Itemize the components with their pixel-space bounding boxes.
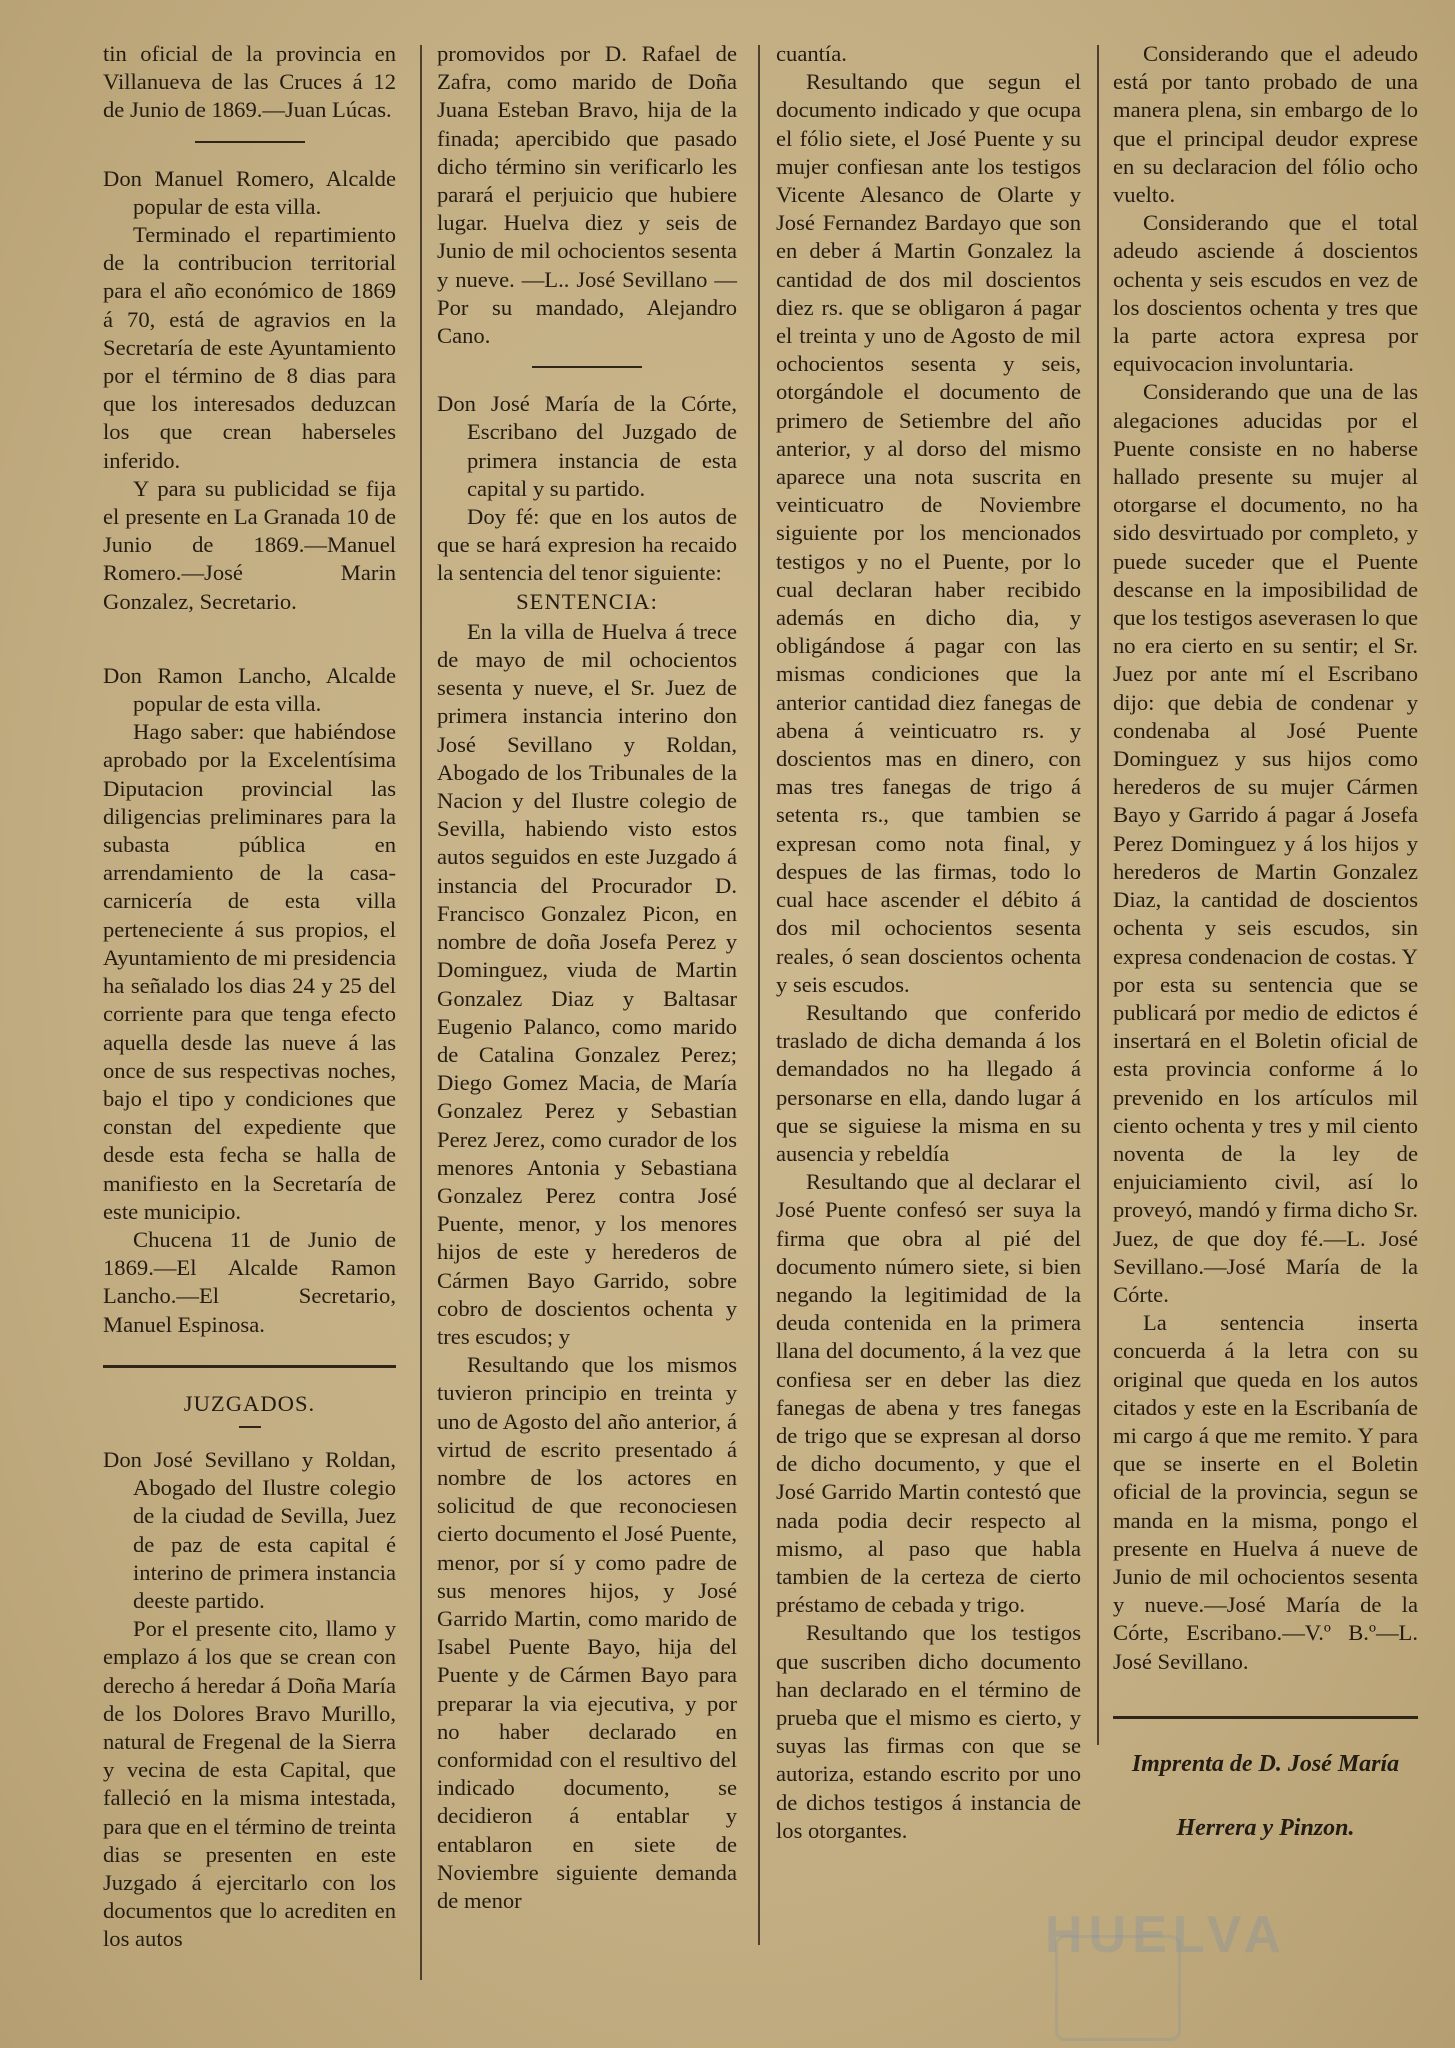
notice-heading: Don José María de la Córte, Escribano del Juzgado de primera instancia de esta capital y su partido. xyxy=(437,391,737,501)
notice-paragraph: Resultando que segun el documento indicado y que ocupa el fólio siete, el José Puente y su mujer confiesan ante los testigos Vicente Alesanco de Olarte y José Fernandez Bardayo que son en deber á Martin Gonzalez la cantidad de dos mil doscientos diez rs. que se obligaron á pagar el treinta y uno de Agosto de mil ochocientos sesenta y seis, otorgándole el documento de primero de Setiembre del año anterior, y al dorso del mismo aparece una nota suscrita en veinticuatro de Noviembre siguiente por los mencionados testigos y no el Puente, por lo cual declaran haber recibido además en dicho dia, y obligándose á pagar con las mismas condiciones que la anterior cantidad diez fanegas de abena á veinticuatro rs. y doscientos mas en dinero, con mas tres fanegas de trigo á setenta rs., que tambien se expresan como nota final, y despues de las firmas, todo lo cual hace ascender el débito á dos mil ochocientos sesenta reales, ó sean doscientos ochenta y seis escudos. xyxy=(776,69,1081,997)
notice-paragraph: Resultando que al declarar el José Puente confesó ser suya la firma que obra al pié del documento número siete, si bien negando la legitimidad de la deuda contenida en la primera llana del documento, á la vez que confiesa ser en deber las diez fanegas de abena y tres fanegas de trigo que se expresan al dorso de dicho documento, y que el José Garrido Martin contestó que nada podia decir respecto al mismo, al paso que habla tambien de la certeza de cierto préstamo de cebada y trigo. xyxy=(776,1169,1081,1618)
column-divider xyxy=(420,45,422,1980)
notice-paragraph: Considerando que una de las alegaciones aducidas por el Puente consiste en no haberse hallado presente su mujer al otorgarse el documento, no ha sido desvirtuado por completo, y puede suceder que el Puente descanse en la imposibilidad de que los testigos aseverasen lo que no era cierto en su sentir; el Sr. Juez por ante mí el Escribano dijo: que debia de condenar y condenaba al José Puente Dominguez y sus hijos como herederos de su mujer Cármen Bayo y Garrido á pagar á Josefa Perez Dominguez y á los hijos y herederos de Martin Gonzalez Diaz, la cantidad de doscientos ochenta y seis escudos, sin expresa condenacion de costas. Y por esta su sentencia que se publicará por medio de edictos é insertará en el Boletin oficial de esta provincia conforme á lo prevenido en los artículos mil ciento ochenta y tres y mil ciento noventa de la ley de enjuiciamiento civil, así lo proveyó, mandó y firma dicho Sr. Juez, de que doy fé.—L. José Sevillano.—José María de la Córte. xyxy=(1113,379,1418,1307)
notice-paragraph: Y para su publicidad se fija el presente en La Granada 10 de Junio de 1869.—Manuel Romero.—José Marin Gonzalez, Secretario. xyxy=(103,475,396,614)
sentence-heading: SENTENCIA: xyxy=(516,588,658,614)
imprint-line: Imprenta de D. José María xyxy=(1131,1750,1400,1777)
notice-paragraph: Considerando que el adeudo está por tanto probado de una manera plena, sin embargo de lo que el principal deudor exprese en su declaracion del fólio ocho vuelto. xyxy=(1113,41,1418,208)
separator xyxy=(532,366,642,368)
notice-paragraph: En la villa de Huelva á trece de mayo de mil ochocientos sesenta y nueve, el Sr. Juez de primera instancia interino don José Sevillano y Roldan, Abogado de los Tribunales de la Nacion y del Ilustre colegio de Sevilla, habiendo visto estos autos seguidos en este Juzgado á instancia del Procurador D. Francisco Gonzalez Picon, en nombre de doña Josefa Perez y Dominguez, viuda de Martin Gonzalez Diaz y Baltasar Eugenio Palanco, como marido de Catalina Gonzalez Perez; Diego Gomez Macia, de María Gonzalez Perez y Sebastian Perez Jerez, como curador de los menores Antonia y Sebastiana Gonzalez Perez contra José Puente, menor, y los menores hijos de este y herederos de Cármen Bayo Garrido, sobre cobro de doscientos ochenta y tres escudos; y xyxy=(437,618,737,1349)
separator xyxy=(195,141,305,143)
notice-paragraph: Resultando que los mismos tuvieron principio en treinta y uno de Agosto del año anterior, á virtud de escrito presentado á nombre de los actores en solicitud de que reconociesen cierto documento el José Puente, menor, por sí y como padre de sus menores hijos, y José Garrido Martin, como marido de Isabel Puente Bayo, hija del Puente y de Cármen Bayo para preparar la via ejecutiva, y por no haber declarado en conformidad con el resultivo del indicado documento, se decidieron á entablar y entablaron en siete de Noviembre siguiente demanda de menor xyxy=(437,1352,737,1913)
notice-paragraph: Considerando que el total adeudo asciende á doscientos ochenta y seis escudos en vez de los doscientos ochenta y tres que la parte actora expresa por equivocacion involuntaria. xyxy=(1113,210,1418,377)
notice-paragraph: Chucena 11 de Junio de 1869.—El Alcalde Ramon Lancho.—El Secretario, Manuel Espinosa. xyxy=(103,1226,396,1337)
notice-heading: Don Ramon Lancho, Alcalde popular de esta villa. xyxy=(103,662,396,717)
column-4 xyxy=(1113,40,1418,1851)
notice-paragraph: Terminado el repartimiento de la contribucion territorial para el año económico de 1869 á 70, está de agravios en la Secretaría de este Ayuntamiento por el término de 8 dias para que los interesados deduzcan los que crean haberseles inferido. xyxy=(103,222,396,473)
notice-continuation: promovidos por D. Rafael de Zafra, como marido de Doña Juana Esteban Bravo, hija de la finada; apercibido que pasado dicho término sin verificarlo les parará el perjuicio que hubiere lugar. Huelva diez y seis de Junio de mil ochocientos sesenta y nueve. —L.. José Sevillano —Por su mandado, Alejandro Cano. xyxy=(437,41,737,349)
notice-paragraph: La sentencia inserta concuerda á la letra con su original que queda en los autos citados y este en la Escribanía de mi cargo á que me remito. Y para que se inserte en el Boletin oficial de la provincia, segun se manda en la misma, pongo el presente en Huelva á nueve de Junio de mil ochocientos sesenta y nueve.—José María de la Córte, Escribano.—V.º B.º—L. José Sevillano. xyxy=(1113,1310,1418,1674)
notice-paragraph: Resultando que conferido traslado de dicha demanda á los demandados no ha llegado á personarse en ella, dando lugar á que se siguiese la misma en su ausencia y rebeldía xyxy=(776,999,1081,1166)
column-1 xyxy=(103,40,396,1954)
notice-paragraph: Por el presente cito, llamo y emplazo á los que se crean con derecho á heredar á Doña María de los Dolores Bravo Murillo, natural de Fregenal de la Sierra y vecina de esta Capital, que falleció en la misma intestada, para que en el término de treinta dias se presenten en este Juzgado á ejercitarlo con los documentos que lo acrediten en los autos xyxy=(103,1616,396,1952)
separator xyxy=(1113,1716,1418,1719)
column-divider xyxy=(1097,45,1099,1745)
notice-paragraph: Hago saber: que habiéndose aprobado por la Excelentísima Diputacion provincial las diligencias preliminares para la subasta pública en arrendamiento de la casa-carnicería de esta villa perteneciente á sus propios, el Ayuntamiento de mi presidencia ha señalado los dias 24 y 25 del corriente para que tenga efecto aquella desde las nueve á las once de sus respectivas noches, bajo el tipo y condiciones que constan del expediente que desde esta fecha se halla de manifiesto en la Secretaría de este municipio. xyxy=(103,719,396,1224)
notice-paragraph: cuantía. xyxy=(776,41,847,66)
notice-heading: Don José Sevillano y Roldan, Abogado del Ilustre colegio de la ciudad de Sevilla, Juez de paz de esta capital é interino de primera instancia deeste partido. xyxy=(103,1446,396,1613)
column-divider xyxy=(758,45,760,1945)
imprint-line: Herrera y Pinzon. xyxy=(1176,1814,1355,1841)
notice-paragraph: Resultando que los testigos que suscriben dicho documento han declarado en el término de prueba que el mismo es cierto, y suyas las firmas con que se autoriza, estando escrito por uno de dichos testigos á instancia de los otorgantes. xyxy=(776,1620,1081,1843)
column-2 xyxy=(437,40,737,1915)
notice-paragraph: Doy fé: que en los autos de que se hará expresion ha recaido la sentencia del tenor siguiente: xyxy=(437,504,737,586)
separator xyxy=(103,1365,396,1368)
section-title: JUZGADOS. xyxy=(183,1390,316,1416)
archive-watermark: HUELVA xyxy=(1045,1906,1288,1964)
separator xyxy=(239,1426,261,1428)
column-3 xyxy=(776,40,1081,1845)
notice-ending: tin oficial de la provincia en Villanueva de las Cruces á 12 de Junio de 1869.—Juan Lúcas. xyxy=(103,41,396,123)
notice-heading: Don Manuel Romero, Alcalde popular de esta villa. xyxy=(103,165,396,219)
